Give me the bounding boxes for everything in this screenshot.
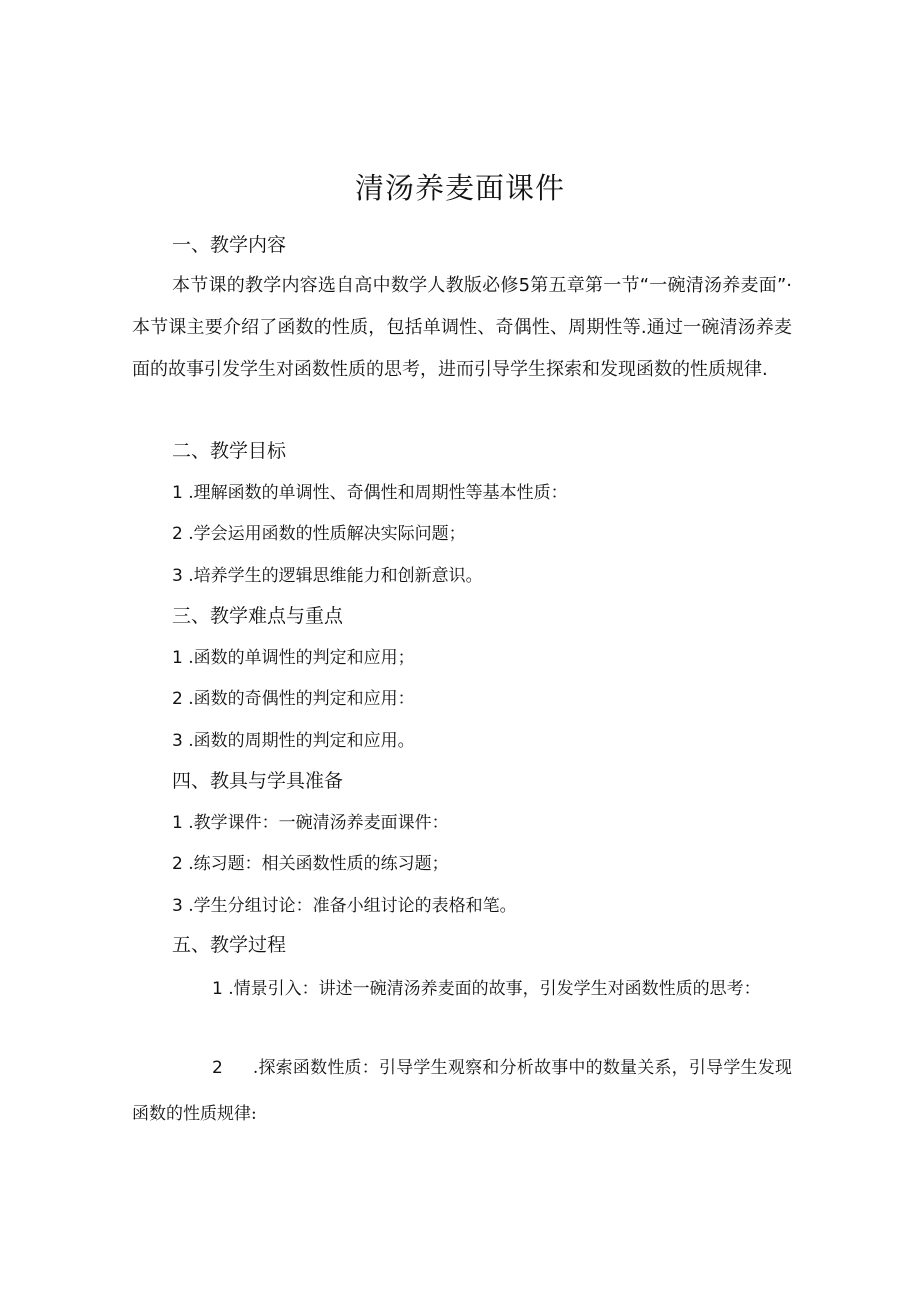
list-item: 1 .教学课件：一碗清汤养麦面课件：	[172, 813, 449, 833]
list-item: 2 .学会运用函数的性质解决实际问题；	[172, 524, 466, 544]
page-title: 清汤养麦面课件	[354, 171, 565, 205]
list-item: 3 .培养学生的逻辑思维能力和创新意识。	[172, 566, 483, 586]
list-item: 2 .探索函数性质：引导学生观察和分析故事中的数量关系，引导学生发现函数的性质规律:	[132, 1058, 792, 1124]
list-item: 3 .学生分组讨论：准备小组讨论的表格和笔。	[172, 896, 517, 916]
section-heading-materials: 四、教具与学具准备	[172, 770, 344, 792]
list-item: 3 .函数的周期性的判定和应用。	[172, 731, 415, 751]
section-heading-content: 一、教学内容	[172, 234, 287, 256]
section-paragraph-content: 本节课的教学内容选自高中数学人教版必修5第五章第一节“一碗清汤养麦面”·本节课主要介绍了函数的性质，包括单调性、奇偶性、周期性等.通过一碗清汤养麦面的故事引发学生对函数性质的思考，进而引导学生探索和发现函数的性质规律.	[132, 275, 792, 380]
section-heading-process: 五、教学过程	[172, 934, 287, 956]
list-item: 1 .函数的单调性的判定和应用；	[172, 648, 415, 668]
section-heading-key-points: 三、教学难点与重点	[172, 605, 344, 627]
section-heading-objectives: 二、教学目标	[172, 440, 287, 462]
list-item: 1 .情景引入：讲述一碗清汤养麦面的故事，引发学生对函数性质的思考：	[212, 979, 761, 999]
list-item: 2 .练习题：相关函数性质的练习题；	[172, 854, 449, 874]
list-item: 2 .函数的奇偶性的判定和应用：	[172, 689, 415, 709]
list-item: 1 .理解函数的单调性、奇偶性和周期性等基本性质：	[172, 483, 568, 503]
